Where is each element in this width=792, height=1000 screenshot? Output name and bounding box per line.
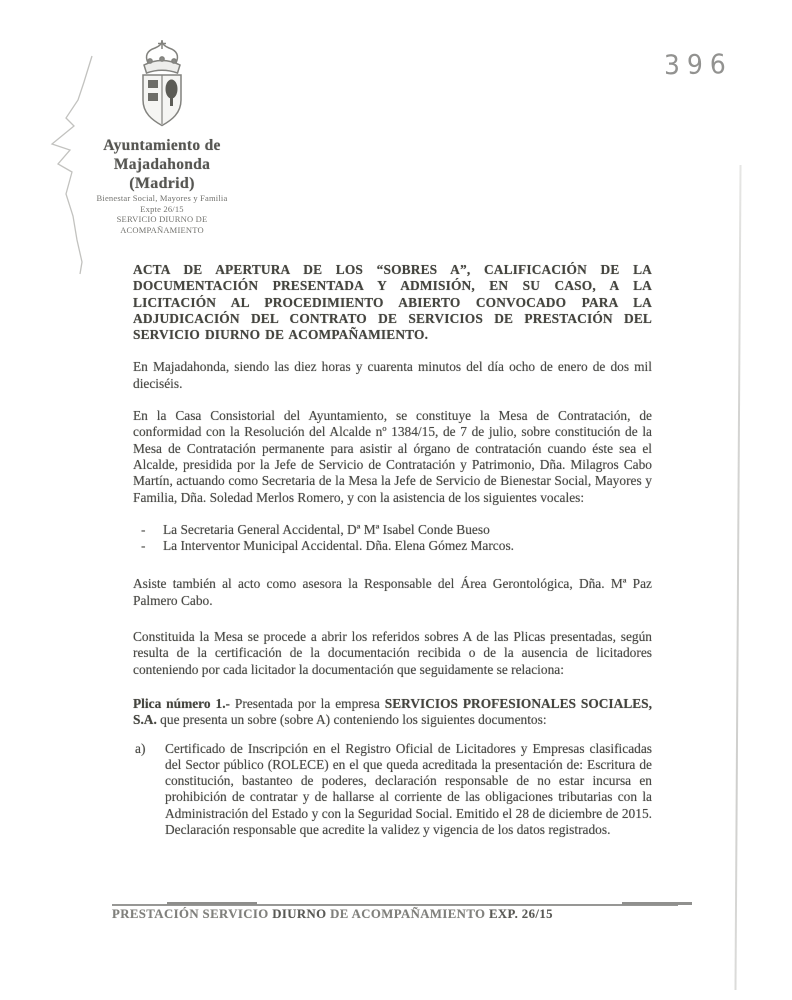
majadahonda-coat-of-arms-icon	[123, 38, 201, 132]
paragraph-asesora: Asiste también al acto como asesora la Responsable del Área Gerontológica, Dña. Mª Paz Palmero Cabo.	[133, 576, 652, 608]
letterhead	[58, 38, 266, 235]
page-footer	[112, 904, 678, 922]
paragraph-mesa-constitution: En la Casa Consistorial del Ayuntamiento, se constituye la Mesa de Contratación, de conformidad con la Resolución del Alcalde nº 1384/15, de 7 de julio, sobre constitución de la Mesa de Contratación permanente para asistir al órgano de contratación cuando éste sea el Alcalde, presidida por la Jefe de Servicio de Contratación y Patrimonio, Dña. Milagros Cabo Martín, actuando como Secretaria de la Mesa la Jefe de Servicio de Bienestar Social, Mayores y Familia, Dña. Soledad Merlos Romero, y con la asistencia de los siguientes vocales:	[133, 408, 652, 505]
document-title: ACTA DE APERTURA DE LOS “SOBRES A”, CALIFICACIÓN DE LA DOCUMENTACIÓN PRESENTADA Y ADMISIÓN, EN SU CASO, A LA LICITACIÓN AL PROCEDIMIENTO ABIERTO CONVOCADO PARA LA ADJUDICACIÓN DEL CONTRATO DE SERVICIOS DE PRESTACIÓN DEL SERVICIO DIURNO DE ACOMPAÑAMIENTO.	[133, 262, 652, 343]
list-bullet: -	[141, 538, 146, 554]
footer-seg1: PRESTACIÓN SERVICIO	[112, 907, 273, 921]
scan-streak-line	[734, 165, 741, 990]
letterhead-expediente: Expte 26/15	[140, 203, 184, 214]
item-marker: a)	[135, 740, 146, 756]
footer-seg3: DE ACOMPAÑAMIENTO	[326, 907, 489, 921]
item-a-text: Certificado de Inscripción en el Registro Oficial de Licitadores y Empresas clasificadas del Sector público (ROLECE) en el que queda acreditada la presentación de: Escritura de constitución, bastanteo de poderes, declaración responsable de no estar incursa en prohibición de contratar y de hallarse al corriente de las obligaciones tributarias con la Administración del Estado y con la Seguridad Social. Emitido el 28 de diciembre de 2015. Declaración responsable que acredite la validez y vigencia de los datos registrados.	[165, 740, 652, 838]
footer-rule-dark-segment-right	[622, 902, 692, 905]
letterhead-service-line2: ACOMPAÑAMIENTO	[120, 224, 204, 235]
paragraph-date-place: En Majadahonda, siendo las diez horas y cuarenta minutos del día ocho de enero de dos mil dieciséis.	[133, 359, 652, 391]
document-body	[133, 262, 652, 838]
footer-rule-dark-segment-left	[167, 902, 257, 905]
letterhead-service-line1: SERVICIO DIURNO DE	[116, 214, 208, 224]
letterhead-department: Bienestar Social, Mayores y Familia	[96, 193, 228, 203]
plica-mid-text: Presentada por la empresa	[230, 695, 385, 711]
org-name-line3: (Madrid)	[129, 175, 195, 192]
vocal-secretaria: La Secretaria General Accidental, Dª Mª Isabel Conde Bueso	[163, 521, 490, 537]
vocal-interventor: La Interventor Municipal Accidental. Dña. Elena Gómez Marcos.	[163, 538, 515, 554]
list-item	[133, 538, 652, 554]
footer-seg4: EXP. 26/15	[488, 907, 553, 921]
org-name-line1: Ayuntamiento de	[103, 137, 221, 154]
document-item-a	[133, 741, 652, 839]
vocales-list	[133, 522, 652, 555]
plica-number-label: Plica número 1.-	[133, 695, 230, 711]
org-name-line2: Majadahonda	[113, 156, 211, 173]
list-item	[133, 522, 652, 538]
list-bullet: -	[141, 521, 146, 537]
plica-company-name: SERVICIOS PROFESIONALES SOCIALES, S.A.	[133, 695, 652, 728]
handwritten-page-number: 396	[663, 48, 733, 81]
plica-tail-text: que presenta un sobre (sobre A) conteniendo los siguientes documentos:	[156, 712, 547, 728]
footer-seg2: DIURNO	[272, 907, 327, 921]
paragraph-plica-1	[133, 696, 652, 729]
footer-expediente-text	[112, 907, 678, 922]
paragraph-apertura-sobres: Constituida la Mesa se procede a abrir los referidos sobres A de las Plicas presentadas, según resulta de la certificación de la documentación recibida o de la ausencia de licitadores conteniendo por cada licitador la documentación que seguidamente se relaciona:	[133, 629, 652, 677]
